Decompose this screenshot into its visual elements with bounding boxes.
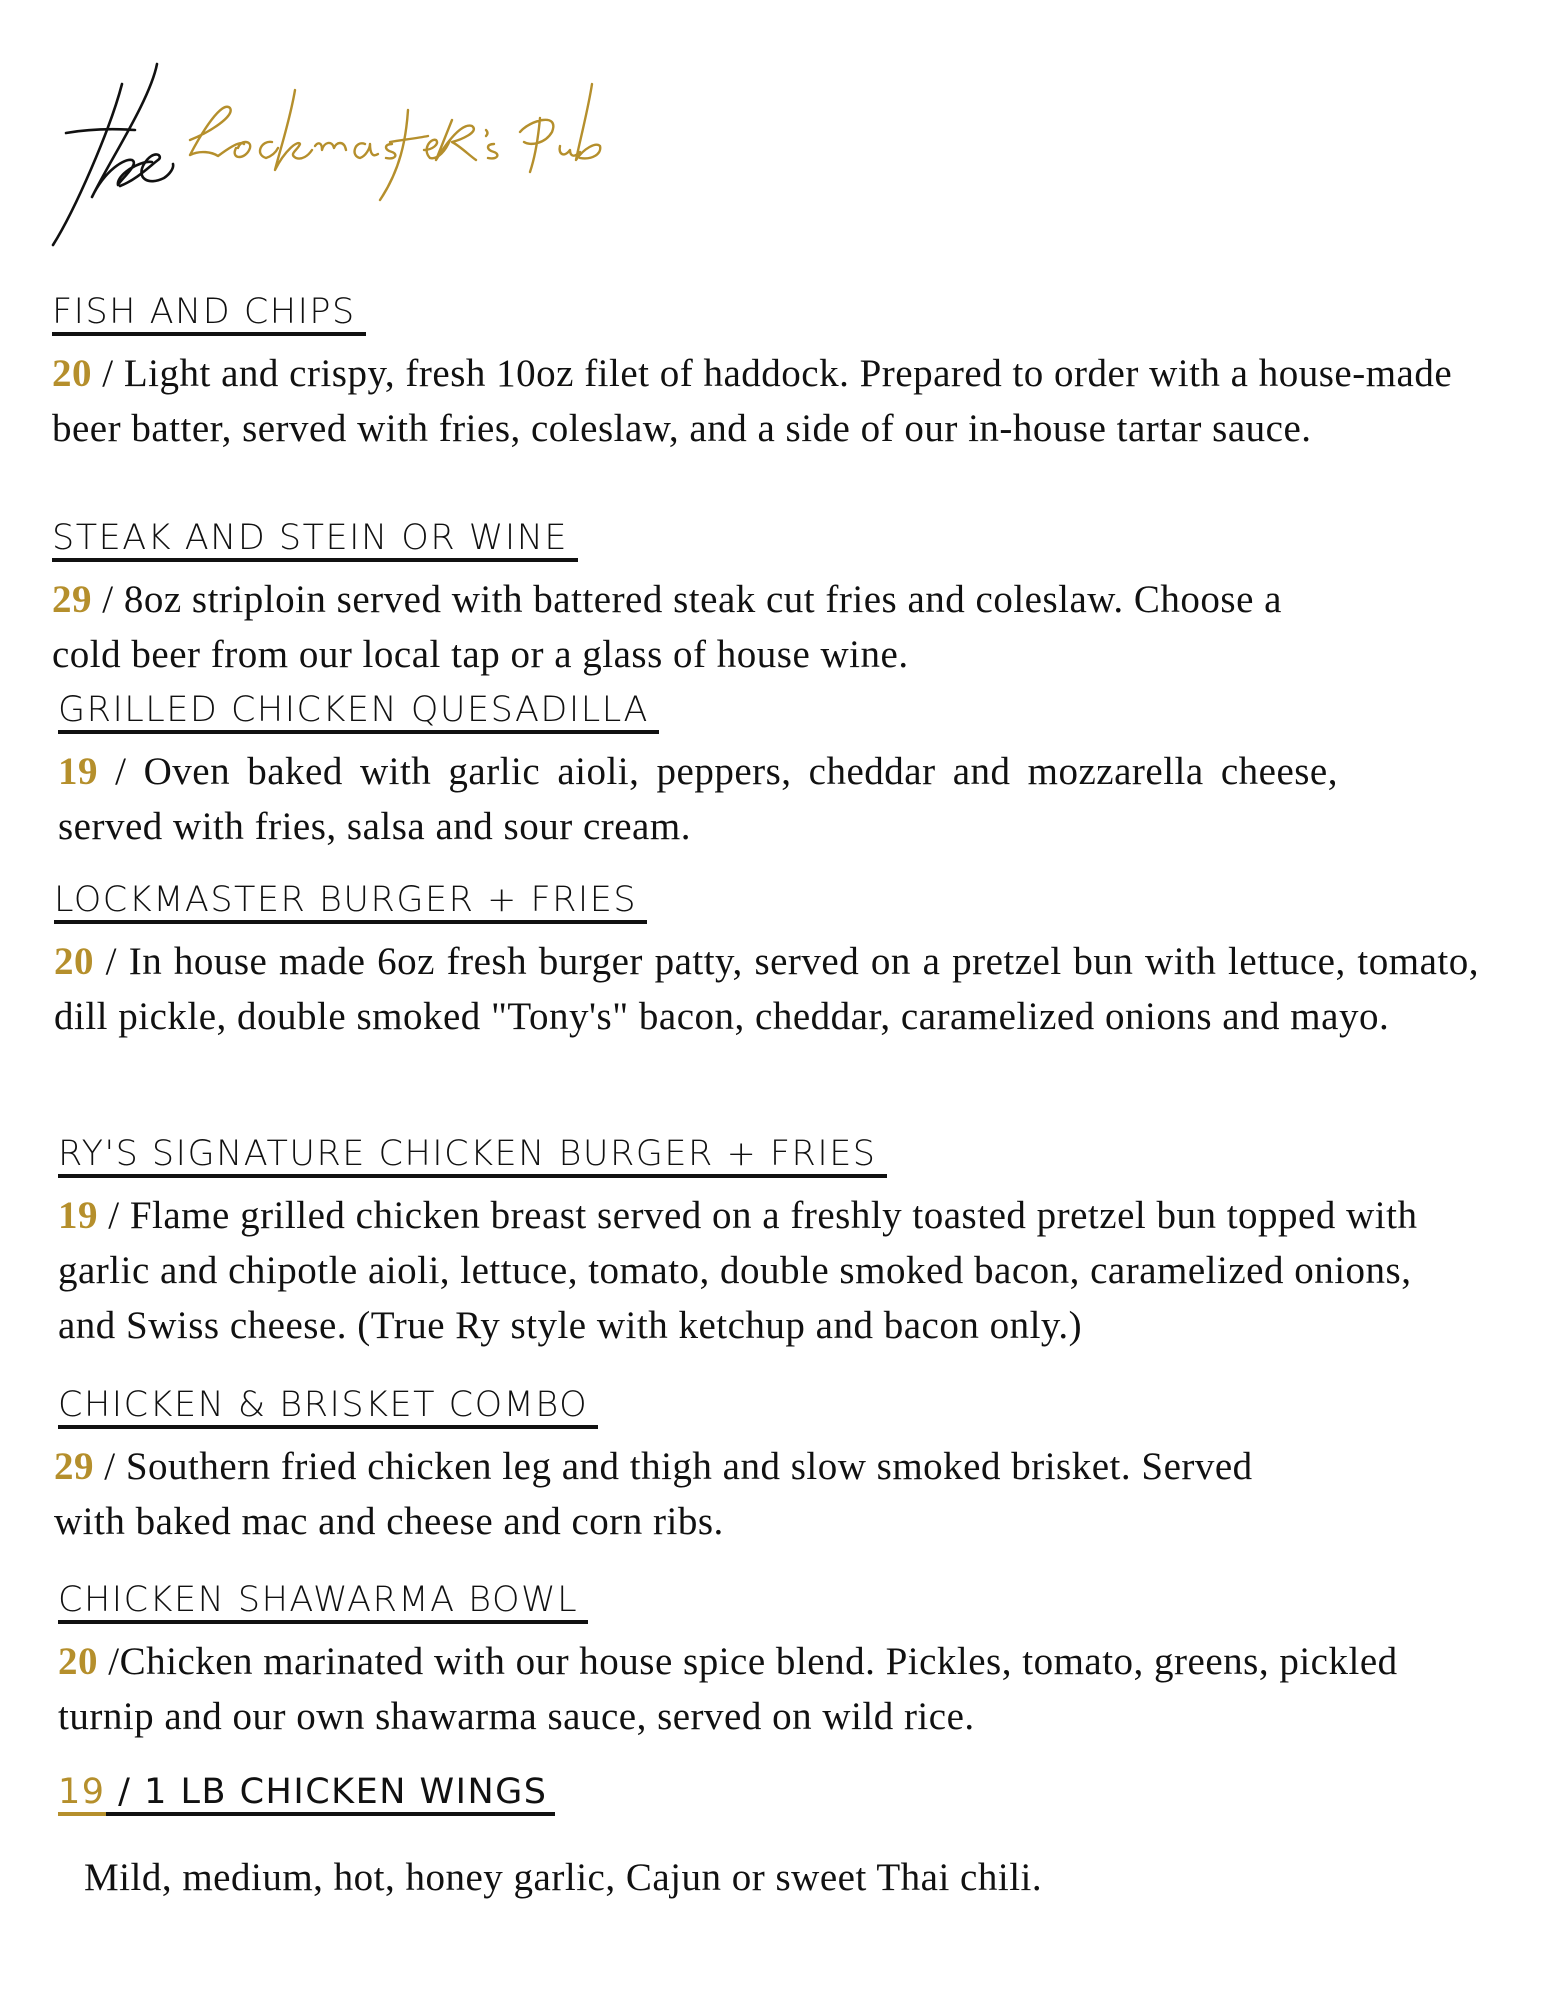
menu-item-price: 20 — [58, 1640, 98, 1683]
logo-script-graphic — [40, 60, 1000, 260]
menu-item-title-text: / 1 LB CHICKEN WINGS — [106, 1772, 556, 1816]
menu-item-description — [58, 744, 1338, 854]
menu-item-description — [54, 1439, 1254, 1549]
menu-item-grilled-chicken-quesadilla — [58, 690, 1475, 854]
menu-item-description — [52, 572, 1312, 682]
menu-item-description-text: Flame grilled chicken breast served on a freshly toasted pretzel bun topped with garlic and chipotle aioli, lettuce, tomato, double smoked bacon, caramelized onions, and Swiss cheese. (True Ry style with ketchup and bacon only.) — [58, 1194, 1418, 1347]
menu-item-rys-signature-chicken-burger — [58, 1134, 1475, 1353]
menu-item-title: RY'S SIGNATURE CHICKEN BURGER + FRIES — [58, 1134, 887, 1178]
logo-name-text — [340, 120, 349, 121]
menu-item-description-text: Light and crispy, fresh 10oz filet of haddock. Prepared to order with a house-made beer batter, served with fries, coleslaw, and a side of our in-house tartar sauce. — [52, 352, 1453, 450]
menu-item-price: 20 — [54, 940, 94, 983]
menu-item-description — [52, 346, 1472, 456]
price-separator: / — [92, 352, 124, 395]
menu-item-description-text: Oven baked with garlic aioli, peppers, cheddar and mozzarella cheese, served with fries, salsa and sour cream. — [58, 750, 1338, 848]
price-separator: / — [94, 940, 129, 983]
menu-item-title — [58, 1772, 555, 1812]
menu-item-title: FISH AND CHIPS — [52, 292, 366, 336]
menu-item-description-text: 8oz striploin served with battered steak cut fries and coleslaw. Choose a cold beer from our local tap or a glass of house wine. — [52, 578, 1282, 676]
menu-item-description — [58, 1188, 1468, 1353]
menu-item-title: STEAK AND STEIN OR WINE — [52, 518, 578, 562]
menu-item-fish-and-chips — [52, 292, 1505, 456]
price-separator: / — [98, 1640, 120, 1683]
menu-item-description-text: Southern fried chicken leg and thigh and slow smoked brisket. Served with baked mac and cheese and corn ribs. — [54, 1445, 1253, 1543]
price-separator: / — [94, 1445, 126, 1488]
price-separator: / — [98, 1194, 130, 1237]
menu-item-chicken-shawarma-bowl — [58, 1580, 1475, 1744]
menu-item-description-text: In house made 6oz fresh burger patty, served on a pretzel bun with lettuce, tomato, dill pickle, double smoked "Tony's" bacon, cheddar, caramelized onions and mayo. — [54, 940, 1479, 1038]
menu-item-title: LOCKMASTER BURGER + FRIES — [54, 880, 647, 924]
menu-item-price: 19 — [58, 750, 98, 793]
menu-item-price: 29 — [52, 578, 92, 621]
menu-item-description — [54, 934, 1479, 1044]
menu-item-description — [58, 1634, 1478, 1744]
menu-item-description-text: Chicken marinated with our house spice blend. Pickles, tomato, greens, pickled turnip and our own shawarma sauce, served on wild rice. — [58, 1640, 1398, 1738]
menu-item-steak-and-stein — [52, 518, 1475, 682]
menu-item-description: Mild, medium, hot, honey garlic, Cajun or sweet Thai chili. — [84, 1856, 1043, 1899]
menu-item-title: GRILLED CHICKEN QUESADILLA — [58, 690, 659, 734]
menu-item-chicken-brisket-combo — [54, 1385, 1475, 1549]
price-separator: / — [98, 750, 144, 793]
price-separator: / — [92, 578, 124, 621]
menu-item-lockmaster-burger — [54, 880, 1479, 1044]
menu-item-price: 20 — [52, 352, 92, 395]
menu-item-title: CHICKEN SHAWARMA BOWL — [58, 1580, 588, 1624]
menu-item-price: 19 — [58, 1772, 106, 1816]
menu-item-price: 19 — [58, 1194, 98, 1237]
menu-item-chicken-wings — [58, 1772, 1475, 1905]
menu-item-price: 29 — [54, 1445, 94, 1488]
pub-logo — [40, 60, 1000, 260]
menu-item-title: CHICKEN & BRISKET COMBO — [58, 1385, 598, 1429]
